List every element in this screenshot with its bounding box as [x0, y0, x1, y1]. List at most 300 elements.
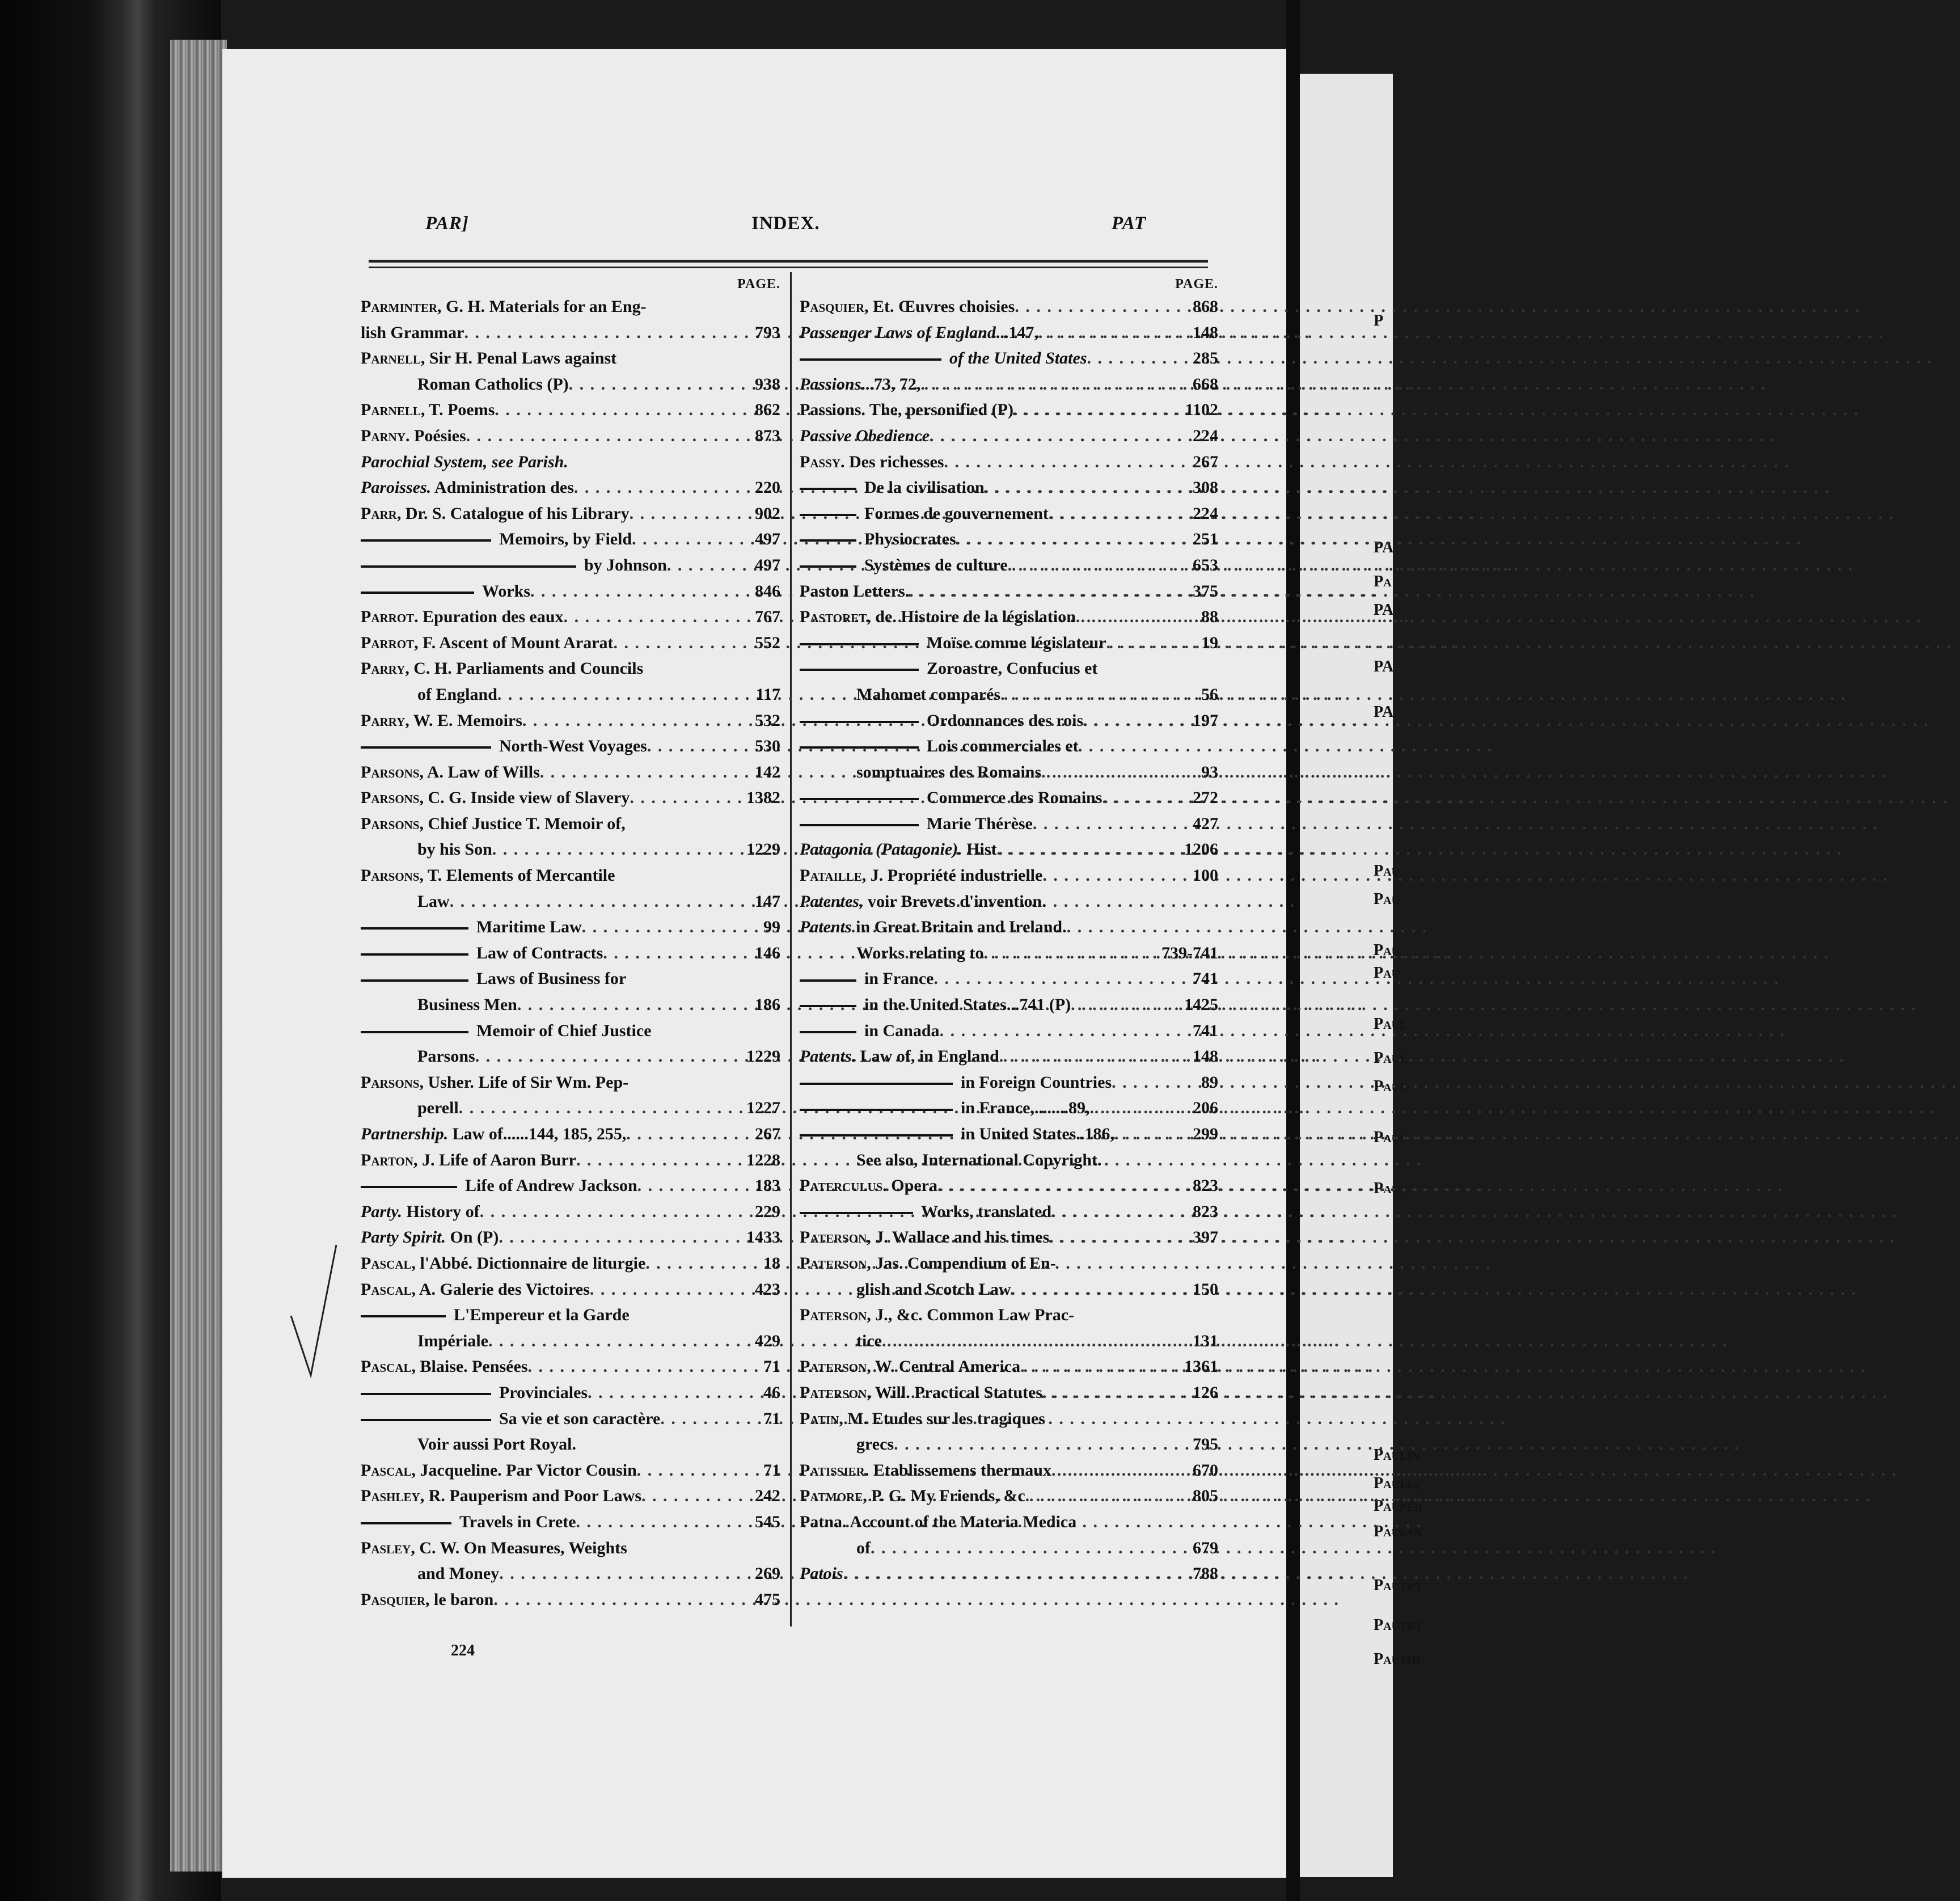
leader-dots: [450, 889, 750, 915]
entry-detail: , Jas. Compendium of En-: [867, 1253, 1056, 1273]
entry-text: [800, 449, 944, 475]
ditto-dash: [800, 488, 856, 490]
leader-dots: [985, 475, 1188, 501]
entry-page-number: 475: [755, 1590, 780, 1609]
index-entry: [800, 1070, 1218, 1096]
entry-page-number: 71: [763, 1409, 780, 1428]
entry-heading: Paterson: [800, 1228, 867, 1247]
entry-text: [800, 837, 997, 863]
leader-dots: [997, 837, 1180, 863]
entry-detail: North-West Voyages: [499, 737, 647, 756]
leader-dots: [499, 1224, 742, 1251]
adjacent-page-text: PA: [1374, 703, 1394, 721]
leader-dots: [1102, 785, 1188, 811]
entry-page-number: 269: [755, 1564, 780, 1583]
leader-dots: [495, 397, 750, 423]
index-entry: [800, 345, 1218, 371]
entry-detail: Commerce des Romains: [927, 788, 1102, 808]
adjacent-page-text: Paul: [1374, 1180, 1408, 1197]
entry-heading: Parny: [361, 426, 405, 445]
entry-page-number: 1228: [746, 1150, 780, 1169]
adjacent-page-text: Pauthi: [1374, 1650, 1421, 1668]
entry-detail: grecs: [856, 1435, 894, 1454]
entry-text: [800, 1302, 1074, 1328]
pencil-check-mark: [288, 1242, 339, 1378]
entry-text: [361, 1121, 626, 1147]
entry-detail: , A. Law of Wills: [419, 762, 540, 781]
leader-dots: [588, 1380, 759, 1406]
entry-page-number: 299: [1193, 1125, 1218, 1143]
ditto-dash: [361, 565, 576, 568]
entry-text: [361, 1302, 630, 1328]
entry-detail: , C. G. Inside view of Slavery: [419, 788, 630, 808]
entry-detail: Lois commerciales et: [927, 737, 1079, 756]
entry-detail: Law of......144, 185, 255,: [448, 1125, 627, 1143]
entry-text: [800, 294, 1015, 320]
entry-text: [800, 1147, 1102, 1173]
entry-text: [361, 294, 647, 320]
entry-text: [800, 1509, 1076, 1535]
index-entry: [361, 397, 780, 423]
entry-page-number: 229: [755, 1202, 780, 1221]
entry-detail: of the United States: [949, 349, 1087, 368]
ditto-dash: [800, 1109, 953, 1111]
index-entry: [361, 1173, 780, 1199]
index-entry: [800, 1095, 1218, 1121]
leader-dots: [480, 1199, 750, 1225]
leader-dots: [871, 1535, 1188, 1561]
entry-text: [361, 656, 643, 682]
entry-text: [800, 604, 1076, 630]
entry-heading: Parsons: [361, 866, 420, 885]
entry-page-number: 552: [755, 633, 780, 652]
entry-text: [361, 1070, 628, 1096]
entry-heading: Parnell: [361, 349, 421, 368]
adjacent-page-text: PA: [1374, 539, 1394, 556]
entry-text: [361, 449, 568, 475]
entry-page-number: 653: [1193, 555, 1218, 574]
entry-page-number: 741: [1193, 969, 1218, 988]
leader-dots: [660, 1406, 759, 1432]
entry-detail: Life of Andrew Jackson: [465, 1176, 637, 1195]
index-entry: [361, 1147, 780, 1173]
leader-dots: [576, 1147, 742, 1173]
entry-heading: Pascal: [361, 1253, 412, 1273]
entry-text: [800, 1458, 1051, 1484]
entry-text: [800, 1328, 882, 1354]
leader-dots: [1042, 863, 1188, 889]
adjacent-page-text: Pautet: [1374, 1577, 1423, 1594]
entry-page-number: 183: [755, 1176, 780, 1195]
index-entry: [800, 708, 1218, 734]
adjacent-page-text: P: [1374, 312, 1384, 329]
entry-detail: . Poésies: [405, 426, 466, 445]
index-entry: [361, 1328, 780, 1354]
entry-text: [361, 1173, 637, 1199]
index-entry: [800, 1277, 1218, 1303]
leader-dots: [1089, 1095, 1188, 1121]
index-entry: [800, 1147, 1218, 1173]
leader-dots: [894, 1431, 1188, 1458]
entry-page-number: 497: [755, 530, 780, 549]
entry-detail: Hist: [962, 840, 997, 859]
entry-text: [361, 604, 564, 630]
entry-detail: in Canada: [864, 1021, 940, 1040]
index-entry: [361, 1199, 780, 1225]
index-entry: [800, 1354, 1218, 1380]
entry-text: [800, 1406, 1045, 1432]
entry-detail: , de. Histoire de la législation: [867, 607, 1076, 627]
entry-text: [361, 811, 626, 837]
entry-text: [361, 759, 540, 785]
entry-detail: , le baron: [425, 1590, 494, 1609]
leader-dots: [576, 1509, 750, 1535]
entry-page-number: 93: [1201, 762, 1218, 781]
entry-page-number: 530: [755, 737, 780, 756]
leader-dots: [1076, 604, 1197, 630]
entry-detail: , W. Central America: [867, 1357, 1021, 1376]
adjacent-page-text: Pau: [1374, 890, 1400, 908]
entry-text: [800, 759, 1041, 785]
index-entry: [800, 1224, 1218, 1251]
ditto-dash: [800, 721, 919, 723]
leader-dots: [909, 578, 1188, 605]
entry-page-number: 938: [755, 374, 780, 394]
entry-detail: , J., &c. Common Law Prac-: [867, 1306, 1075, 1325]
entry-text: [361, 397, 495, 423]
entry-text: [800, 940, 983, 966]
entry-detail: . Des richesses: [840, 452, 944, 471]
entry-page-number: 1361: [1184, 1357, 1218, 1376]
entry-heading: Patentes,: [800, 892, 864, 911]
entry-heading: Paterson: [800, 1357, 867, 1376]
index-entry: [800, 992, 1218, 1018]
entry-text: [800, 1251, 1056, 1277]
index-entry: [800, 1251, 1218, 1277]
entry-page-number: 117: [755, 685, 780, 704]
entry-page-number: 1206: [1184, 840, 1218, 859]
ditto-dash: [800, 514, 856, 516]
ditto-dash: [800, 358, 941, 361]
adjacent-page-text: PA: [1374, 601, 1394, 619]
ditto-dash: [800, 1031, 856, 1033]
index-entry: [361, 1561, 780, 1587]
leader-dots: [647, 733, 750, 759]
entry-detail: , J. Propriété industrielle: [861, 866, 1043, 885]
entry-heading: Patin: [800, 1409, 839, 1428]
leader-dots: [882, 1328, 1188, 1354]
entry-page-number: 902: [755, 504, 780, 523]
entry-page-number: 846: [755, 581, 780, 601]
entry-page-number: 429: [755, 1331, 780, 1350]
entry-text: [800, 578, 909, 605]
leader-dots: [983, 940, 1157, 966]
entry-text: [361, 785, 630, 811]
entry-page-number: 670: [1193, 1460, 1218, 1480]
leader-dots: [464, 320, 750, 346]
ditto-dash: [800, 1134, 953, 1137]
index-entry: [361, 1354, 780, 1380]
entry-detail: , l'Abbé. Dictionnaire de liturgie: [411, 1253, 646, 1273]
entry-list-left: [361, 294, 780, 1612]
entry-page-number: 148: [1193, 1047, 1218, 1066]
entry-detail: , A. Galerie des Victoires: [411, 1279, 590, 1299]
entry-text: [361, 1483, 641, 1509]
entry-detail: in France: [864, 969, 934, 988]
entry-page-number: 823: [1193, 1202, 1218, 1221]
entry-detail: , Jacqueline. Par Victor Cousin: [411, 1460, 637, 1480]
entry-detail: in United States..186,: [961, 1125, 1114, 1143]
entry-text: [361, 1277, 590, 1303]
index-entry: [800, 785, 1218, 811]
adjacent-page-text: Paull,: [1374, 1475, 1419, 1492]
entry-detail: On (P): [446, 1228, 499, 1247]
leader-dots: [843, 1561, 1188, 1587]
entry-page-number: 220: [755, 478, 780, 497]
index-entry: [361, 1018, 780, 1044]
index-entry: [361, 423, 780, 449]
entry-page-number: 100: [1193, 866, 1218, 885]
entry-page-number: 497: [755, 555, 780, 574]
entry-text: [800, 1431, 894, 1458]
entry-text: [800, 1277, 1011, 1303]
leader-dots: [1038, 320, 1188, 346]
index-column-right: [800, 277, 1218, 1587]
entry-heading: Pasley: [361, 1538, 411, 1557]
leader-dots: [569, 371, 750, 398]
entry-text: [800, 475, 985, 501]
index-entry: [800, 1173, 1218, 1199]
leader-dots: [1051, 1199, 1188, 1225]
entry-detail: tice: [856, 1331, 882, 1350]
entry-heading: Passive Obedience: [800, 426, 930, 445]
adjacent-page-text: Pa: [1374, 573, 1392, 590]
leader-dots: [956, 526, 1188, 552]
index-entry: [361, 1224, 780, 1251]
index-entry: [361, 1406, 780, 1432]
entry-page-number: 142: [755, 762, 780, 781]
index-entry: [361, 578, 780, 605]
entry-text: [800, 656, 1097, 682]
entry-text: [361, 889, 450, 915]
entry-detail: L'Empereur et la Garde: [454, 1306, 630, 1325]
ditto-dash: [361, 539, 491, 542]
leader-dots: [499, 1561, 750, 1587]
leader-dots: [1000, 682, 1197, 708]
leader-dots: [944, 449, 1188, 475]
entry-list-right: [800, 294, 1218, 1587]
entry-text: [361, 682, 497, 708]
adjacent-page-text: Pau: [1374, 862, 1400, 880]
leader-dots: [574, 475, 750, 501]
entry-text: [361, 578, 530, 605]
entry-heading: Party Spirit.: [361, 1228, 446, 1247]
entry-text: [800, 397, 1013, 423]
entry-detail: Ordonnances des rois: [927, 711, 1084, 730]
entry-text: [361, 1328, 488, 1354]
entry-detail: somptuaires des Romains: [856, 762, 1042, 781]
index-entry: [361, 1121, 780, 1147]
entry-text: [361, 708, 522, 734]
index-entry: [361, 759, 780, 785]
entry-detail: by Johnson: [584, 555, 667, 574]
entry-page-number: 146: [755, 943, 780, 962]
entry-detail: ...147,: [995, 323, 1038, 342]
index-entry: [800, 501, 1218, 527]
index-entry: [361, 345, 780, 371]
entry-text: [800, 1199, 1051, 1225]
leader-dots: [528, 1354, 759, 1380]
entry-page-number: 150: [1193, 1279, 1218, 1299]
leader-dots: [459, 1095, 742, 1121]
entry-page-number: 767: [755, 607, 780, 627]
adjacent-page-text: Paul: [1374, 1078, 1408, 1095]
index-entry: [361, 1458, 780, 1484]
index-entry: [361, 1431, 780, 1458]
leader-dots: [1106, 630, 1197, 656]
entry-detail: Travels in Crete: [459, 1512, 576, 1531]
entry-text: [800, 966, 933, 992]
ditto-dash: [361, 1522, 451, 1524]
index-entry: [800, 811, 1218, 837]
index-entry: [361, 682, 780, 708]
leader-dots: [1008, 552, 1188, 578]
entry-detail: Law of Contracts: [476, 943, 603, 962]
entry-page-number: 1102: [1185, 400, 1218, 420]
entry-detail: , T. Elements of Mercantile: [419, 866, 615, 885]
index-entry: [800, 552, 1218, 578]
index-entry: [800, 526, 1218, 552]
leader-dots: [540, 759, 750, 785]
entry-page-number: 1382: [746, 788, 780, 808]
entry-heading: Parr: [361, 504, 397, 523]
index-entry: [800, 371, 1218, 398]
entry-page-number: 741: [1193, 1021, 1218, 1040]
entry-text: [800, 1380, 1042, 1406]
entry-text: [361, 966, 626, 992]
entry-text: [361, 837, 492, 863]
index-entry: [800, 294, 1218, 320]
entry-text: [361, 552, 667, 578]
entry-text: [361, 1406, 660, 1432]
index-entry: [361, 992, 780, 1018]
entry-text: [800, 526, 956, 552]
entry-detail: , Blaise. Pensées: [411, 1357, 528, 1376]
leader-dots: [1042, 1380, 1188, 1406]
leader-dots: [940, 1018, 1188, 1044]
entry-text: [361, 1561, 499, 1587]
leader-dots: [488, 1328, 750, 1354]
entry-text: [361, 371, 569, 398]
leader-dots: [1013, 397, 1181, 423]
entry-detail: Physiocrates: [864, 530, 956, 549]
entry-text: [800, 1483, 1025, 1509]
entry-page-number: 89: [1201, 1072, 1218, 1092]
entry-detail: Law of, in England: [856, 1047, 999, 1066]
entry-heading: Patagonia (Patagonie).: [800, 840, 962, 859]
entry-heading: Pashley: [361, 1486, 420, 1506]
entry-detail: Works, translated: [921, 1202, 1052, 1221]
entry-page-number: 206: [1193, 1099, 1218, 1118]
entry-text: [361, 630, 614, 656]
entry-page-number: 668: [1193, 374, 1218, 394]
ditto-dash: [800, 824, 919, 826]
page-number: 224: [451, 1642, 475, 1659]
entry-page-number: 739-741: [1161, 943, 1218, 962]
entry-heading: Party.: [361, 1202, 403, 1221]
leader-dots: [1020, 1354, 1180, 1380]
ditto-dash: [361, 1031, 468, 1033]
leader-dots: [626, 1121, 750, 1147]
leader-dots: [522, 708, 750, 734]
entry-page-number: 1433: [746, 1228, 780, 1247]
entry-page-number: 126: [1193, 1383, 1218, 1402]
entry-detail: voir Brevets d'invention.: [863, 892, 1046, 911]
index-entry: [800, 1561, 1218, 1587]
adjacent-page-text: Paul: [1374, 1049, 1408, 1067]
index-entry: [361, 1302, 780, 1328]
leader-dots: [1015, 294, 1188, 320]
entry-text: [800, 682, 1000, 708]
leader-dots: [999, 1044, 1188, 1070]
index-entry: [800, 1509, 1218, 1535]
leader-dots: [937, 1173, 1188, 1199]
leader-dots: [1112, 1070, 1197, 1096]
entry-page-number: 272: [1193, 788, 1218, 808]
entry-heading: Patents.: [800, 1047, 856, 1066]
entry-detail: glish and Scotch Law: [856, 1279, 1011, 1299]
entry-text: [361, 423, 466, 449]
index-entry: [800, 1535, 1218, 1561]
leader-dots: [1049, 1224, 1188, 1251]
entry-page-number: 1227: [746, 1099, 780, 1118]
entry-text: [800, 1095, 1089, 1121]
entry-text: [361, 1044, 475, 1070]
entry-heading: Pascal: [361, 1279, 412, 1299]
entry-heading: Parsons: [361, 1072, 420, 1092]
entry-page-number: 285: [1193, 349, 1218, 368]
entry-text: [800, 320, 1038, 346]
entry-page-number: 147: [755, 892, 780, 911]
index-entry: [361, 1044, 780, 1070]
index-entry: [800, 1328, 1218, 1354]
ditto-dash: [361, 1315, 446, 1317]
index-entry: [800, 940, 1218, 966]
entry-text: [361, 733, 647, 759]
leader-dots: [630, 785, 742, 811]
entry-text: [361, 992, 517, 1018]
entry-detail: Impériale: [417, 1331, 488, 1350]
entry-page-number: 46: [763, 1383, 780, 1402]
entry-text: [800, 785, 1102, 811]
leader-dots: [1011, 1277, 1188, 1303]
index-entry: [361, 320, 780, 346]
entry-detail: , Usher. Life of Sir Wm. Pep-: [419, 1072, 629, 1092]
entry-detail: Maritime Law: [476, 918, 582, 937]
entry-heading: Parton: [361, 1150, 414, 1169]
entry-heading: Pasquier: [800, 297, 865, 316]
entry-page-number: 267: [1193, 452, 1218, 471]
ditto-dash: [361, 1186, 457, 1188]
entry-page-number: 99: [763, 918, 780, 937]
entry-detail: , C. H. Parliaments and Councils: [405, 659, 644, 678]
index-entry: [361, 889, 780, 915]
entry-detail: Memoir of Chief Justice: [476, 1021, 652, 1040]
index-entry: [800, 914, 1218, 940]
entry-text: [361, 320, 464, 346]
entry-detail: , M. Etudes sur les tragiques: [839, 1409, 1045, 1428]
entry-detail: Formes de gouvernement: [864, 504, 1049, 523]
